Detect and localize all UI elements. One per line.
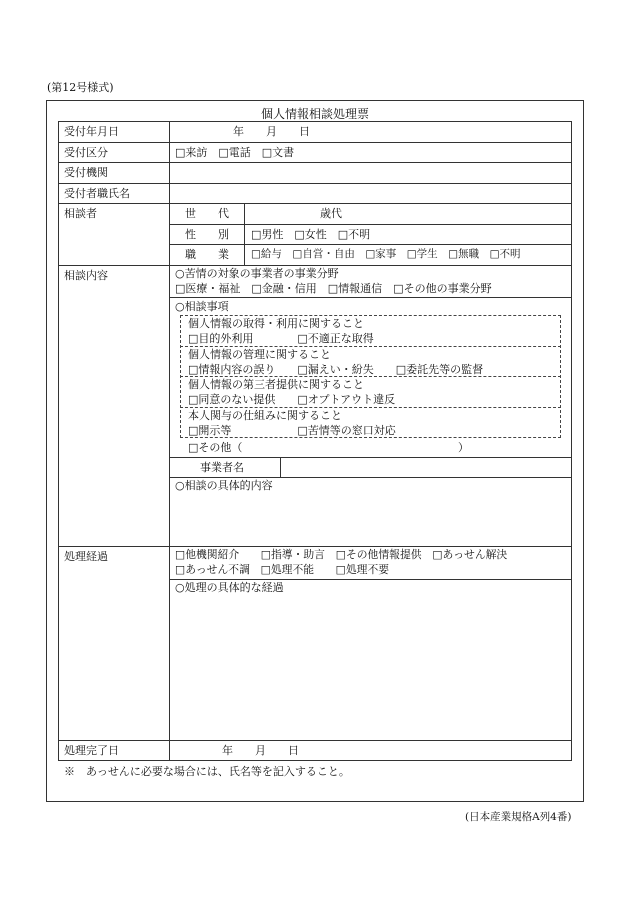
row-line: [58, 142, 572, 143]
field-title: ○苦情の対象の事業者の事業分野: [175, 267, 339, 280]
age-value[interactable]: 歳代: [320, 207, 342, 220]
row-line: [58, 740, 572, 741]
consultant-subline: [169, 244, 572, 245]
group-title: 本人関与の仕組みに関すること: [188, 409, 342, 422]
group-title: 個人情報の取得・利用に関すること: [188, 317, 364, 330]
group-title: 個人情報の管理に関すること: [188, 348, 331, 361]
complete-value[interactable]: 年 月 日: [222, 744, 299, 757]
group-options[interactable]: □目的外利用 □不適正な取得: [188, 332, 374, 345]
consultant-subline: [169, 224, 572, 225]
footer-standard: (日本産業規格A列4番): [465, 811, 572, 823]
sex-label: 性 別: [185, 228, 229, 241]
matter-title: ○相談事項: [175, 300, 229, 313]
date-value[interactable]: 年 月 日: [233, 125, 310, 138]
business-label: 事業者名: [200, 461, 244, 474]
group-options[interactable]: □情報内容の誤り □漏えい・紛失 □委託先等の監督: [188, 363, 484, 376]
process-options-line2[interactable]: □あっせん不調 □処理不能 □処理不要: [175, 563, 390, 576]
agency-label: 受付機関: [64, 166, 108, 179]
process-options-line1[interactable]: □他機関紹介 □指導・助言 □その他情報提供 □あっせん解決: [175, 548, 508, 561]
note-text: ※ あっせんに必要な場合には、氏名等を記入すること。: [64, 765, 350, 778]
job-label: 職 業: [185, 248, 229, 261]
form-title: 個人情報相談処理票: [260, 107, 369, 121]
sex-options[interactable]: □男性 □女性 □不明: [251, 228, 371, 241]
job-options[interactable]: □給与 □自営・自由 □家事 □学生 □無職 □不明: [251, 248, 521, 260]
business-line-bottom: [169, 477, 572, 478]
business-name-field[interactable]: [281, 458, 571, 476]
consult-field-line: [169, 297, 572, 298]
consult-detail-title: ○相談の具体的内容: [175, 479, 273, 492]
age-label: 世 代: [185, 207, 229, 220]
consult-label: 相談内容: [64, 269, 108, 282]
process-options-line: [169, 579, 572, 580]
group-divider: [180, 407, 561, 408]
other-option[interactable]: □その他（: [188, 441, 243, 454]
consultant-label: 相談者: [64, 207, 97, 220]
receiver-label: 受付者職氏名: [64, 187, 130, 200]
row-line: [58, 183, 572, 184]
row-line: [58, 203, 572, 204]
row-line: [58, 546, 572, 547]
date-label: 受付年月日: [64, 125, 119, 138]
process-detail-area[interactable]: [170, 596, 571, 739]
group-options[interactable]: □開示等 □苦情等の窓口対応: [188, 424, 396, 437]
group-title: 個人情報の第三者提供に関すること: [188, 378, 364, 391]
group-options[interactable]: □同意のない提供 □オプトアウト違反: [188, 393, 396, 406]
process-label: 処理経過: [64, 550, 108, 563]
complete-label: 処理完了日: [64, 744, 119, 757]
row-line: [58, 265, 572, 266]
category-label: 受付区分: [64, 146, 108, 159]
group-divider: [180, 346, 561, 347]
consultant-subdivider: [244, 203, 245, 265]
process-detail-title: ○処理の具体的な経過: [175, 581, 284, 594]
consult-detail-area[interactable]: [170, 494, 571, 545]
category-options[interactable]: □来訪 □電話 □文書: [175, 146, 295, 159]
form-number: (第12号様式): [47, 81, 114, 94]
field-options[interactable]: □医療・福祉 □金融・信用 □情報通信 □その他の事業分野: [175, 282, 492, 295]
other-close: ）: [458, 441, 469, 454]
group-divider: [180, 376, 561, 377]
row-line: [58, 162, 572, 163]
